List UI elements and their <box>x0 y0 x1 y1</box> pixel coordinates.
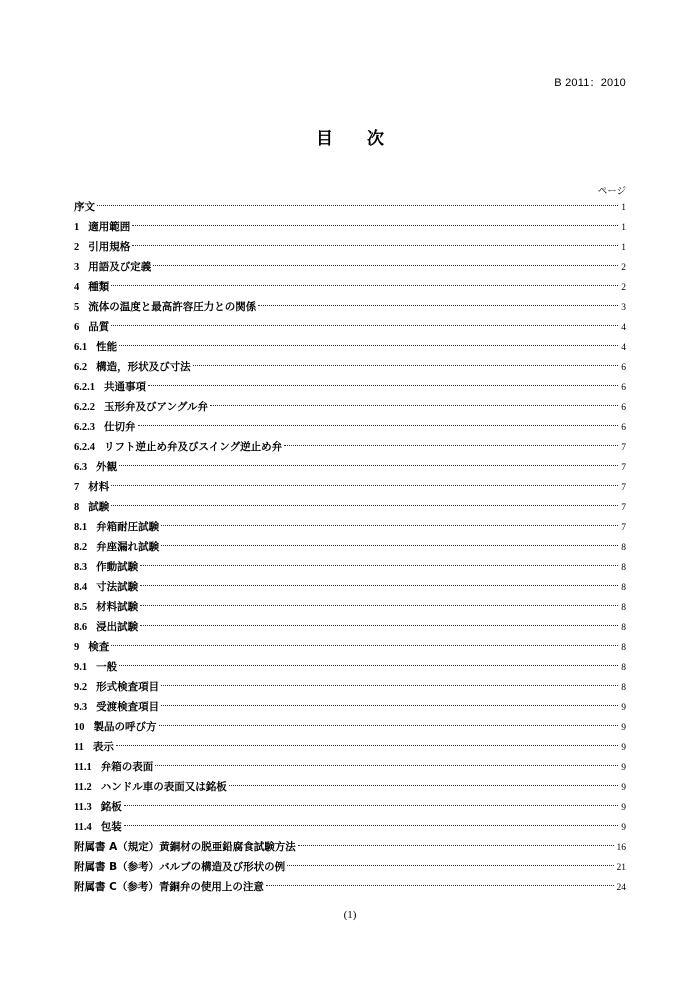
toc-entry[interactable] <box>74 397 626 417</box>
toc-entry[interactable] <box>74 717 626 737</box>
toc-entry-number: 6.2.1 <box>74 382 95 393</box>
toc-entry[interactable] <box>74 557 626 577</box>
dot-leader <box>161 525 618 526</box>
dot-leader <box>266 885 614 886</box>
toc-entry-label: 検査 <box>88 641 110 653</box>
dot-leader <box>140 585 618 586</box>
toc-entry-label: 弁箱の表面 <box>100 761 154 773</box>
toc-entry-label: リフト逆止め弁及びスイング逆止め弁 <box>104 441 283 453</box>
toc-entry[interactable] <box>74 477 626 497</box>
toc-entry-number: 8 <box>74 502 80 513</box>
dot-leader <box>119 665 618 666</box>
toc-entry[interactable] <box>74 857 626 877</box>
toc-entry-page: 1 <box>621 203 626 213</box>
toc-entry-number: 4 <box>74 282 80 293</box>
dot-leader <box>111 285 618 286</box>
toc-entry-page: 8 <box>621 683 626 693</box>
toc-entry-label: 附属書 A（規定）黄銅材の脱亜鉛腐食試験方法 <box>74 841 296 853</box>
toc-entry-page: 8 <box>621 543 626 553</box>
toc-entry-number: 11.3 <box>74 802 92 813</box>
toc-entry-page: 6 <box>621 423 626 433</box>
toc-entry[interactable] <box>74 317 626 337</box>
toc-entry-page: 9 <box>621 823 626 833</box>
document-code: B 2011：2010 <box>554 77 626 89</box>
toc-entry-label: 製品の呼び方 <box>93 721 157 733</box>
toc-entry-page: 9 <box>621 703 626 713</box>
toc-entry-number: 6.1 <box>74 342 88 353</box>
toc-entry-label: 表示 <box>92 741 114 753</box>
dot-leader <box>159 725 619 726</box>
toc-entry-number: 2 <box>74 242 80 253</box>
toc-entry-page: 4 <box>621 323 626 333</box>
toc-entry-page: 9 <box>621 763 626 773</box>
toc-entry-page: 7 <box>621 483 626 493</box>
toc-entry-number: 8.4 <box>74 582 88 593</box>
dot-leader <box>148 385 618 386</box>
toc-entry-page: 24 <box>616 883 626 893</box>
dot-leader <box>229 785 618 786</box>
toc-entry-label: 引用規格 <box>88 241 131 253</box>
toc-entry[interactable] <box>74 457 626 477</box>
toc-entry-label: 包装 <box>100 821 122 833</box>
dot-leader <box>153 265 618 266</box>
toc-entry[interactable] <box>74 537 626 557</box>
toc-entry-label: 銘板 <box>100 801 122 813</box>
dot-leader <box>155 765 618 766</box>
dot-leader <box>210 405 618 406</box>
toc-entry-label: 外観 <box>96 461 118 473</box>
dot-leader <box>132 225 618 226</box>
toc-entry[interactable] <box>74 337 626 357</box>
toc-entry-page: 9 <box>621 723 626 733</box>
toc-entry-page: 9 <box>621 803 626 813</box>
toc-entry-page: 8 <box>621 583 626 593</box>
toc-entry-page: 9 <box>621 743 626 753</box>
toc-entry-page: 7 <box>621 523 626 533</box>
toc-entry-label: 品質 <box>88 321 110 333</box>
toc-entry[interactable] <box>74 237 626 257</box>
dot-leader <box>119 345 618 346</box>
toc-entry-page: 2 <box>621 283 626 293</box>
dot-leader <box>140 605 618 606</box>
toc-entry-number: 3 <box>74 262 80 273</box>
toc-entry[interactable] <box>74 657 626 677</box>
toc-entry-number: 11.4 <box>74 822 92 833</box>
toc-entry[interactable] <box>74 377 626 397</box>
dot-leader <box>111 645 618 646</box>
toc-entry-page: 8 <box>621 563 626 573</box>
toc-entry[interactable] <box>74 817 626 837</box>
toc-entry-number: 6.3 <box>74 462 88 473</box>
dot-leader <box>284 445 618 446</box>
toc-entry-label: 構造，形状及び寸法 <box>96 361 191 373</box>
toc-entry[interactable] <box>74 357 626 377</box>
toc-entry-number: 5 <box>74 302 80 313</box>
toc-entry-label: 玉形弁及びアングル弁 <box>104 401 209 413</box>
toc-entry-label: 弁箱耐圧試験 <box>96 521 160 533</box>
toc-entry-label: 形式検査項目 <box>96 681 160 693</box>
toc-entry[interactable] <box>74 677 626 697</box>
table-of-contents <box>74 197 626 897</box>
toc-entry-page: 7 <box>621 443 626 453</box>
dot-leader <box>298 845 614 846</box>
toc-entry-number: 8.1 <box>74 522 88 533</box>
toc-entry-page: 6 <box>621 403 626 413</box>
dot-leader <box>111 485 618 486</box>
dot-leader <box>124 825 618 826</box>
toc-entry[interactable] <box>74 437 626 457</box>
toc-entry-label: 弁座漏れ試験 <box>96 541 160 553</box>
toc-entry-number: 9.2 <box>74 682 88 693</box>
toc-entry-number: 11.1 <box>74 762 92 773</box>
toc-entry[interactable] <box>74 497 626 517</box>
toc-entry-label: 試験 <box>88 501 110 513</box>
dot-leader <box>111 325 618 326</box>
dot-leader <box>119 465 618 466</box>
footer-page-number: (1) <box>343 909 357 921</box>
toc-entry-label: 序文 <box>74 201 95 213</box>
page-column-label: ページ <box>597 186 626 197</box>
toc-entry-page: 4 <box>621 343 626 353</box>
toc-entry[interactable] <box>74 737 626 757</box>
toc-entry[interactable] <box>74 617 626 637</box>
toc-entry-page: 9 <box>621 783 626 793</box>
toc-entry-label: 流体の温度と最高許容圧力との関係 <box>88 301 257 313</box>
toc-entry-label: 作動試験 <box>96 561 139 573</box>
toc-entry[interactable] <box>74 257 626 277</box>
toc-entry-page: 3 <box>621 303 626 313</box>
toc-entry[interactable] <box>74 277 626 297</box>
toc-entry-label: 仕切弁 <box>104 421 136 433</box>
toc-entry-label: 材料 <box>88 481 110 493</box>
toc-entry-number: 8.2 <box>74 542 88 553</box>
dot-leader <box>161 705 618 706</box>
toc-entry-label: 用語及び定義 <box>88 261 152 273</box>
toc-entry-number: 1 <box>74 222 80 233</box>
toc-entry-number: 8.6 <box>74 622 88 633</box>
toc-entry[interactable] <box>74 297 626 317</box>
toc-entry-page: 16 <box>616 843 626 853</box>
toc-entry-number: 10 <box>74 722 85 733</box>
toc-entry-page: 2 <box>621 263 626 273</box>
toc-entry-number: 9.1 <box>74 662 88 673</box>
toc-entry[interactable] <box>74 757 626 777</box>
dot-leader <box>116 745 618 746</box>
dot-leader <box>140 565 618 566</box>
dot-leader <box>138 425 619 426</box>
dot-leader <box>258 305 618 306</box>
toc-entry[interactable] <box>74 777 626 797</box>
toc-entry[interactable] <box>74 197 626 217</box>
toc-entry-page: 7 <box>621 503 626 513</box>
toc-entry-page: 1 <box>621 243 626 253</box>
toc-entry-number: 6 <box>74 322 80 333</box>
toc-entry-label: 附属書 B（参考）バルブの構造及び形状の例 <box>74 861 286 873</box>
toc-entry[interactable] <box>74 517 626 537</box>
toc-entry-label: 性能 <box>96 341 118 353</box>
toc-entry[interactable] <box>74 577 626 597</box>
toc-entry-page: 21 <box>616 863 626 873</box>
toc-entry-label: 受渡検査項目 <box>96 701 160 713</box>
toc-entry-label: 寸法試験 <box>96 581 139 593</box>
toc-entry-page: 7 <box>621 463 626 473</box>
toc-entry[interactable] <box>74 217 626 237</box>
toc-entry-number: 6.2 <box>74 362 88 373</box>
toc-entry[interactable] <box>74 877 626 897</box>
dot-leader <box>140 625 618 626</box>
toc-entry-page: 1 <box>621 223 626 233</box>
toc-entry-label: 共通事項 <box>104 381 146 393</box>
toc-entry-number: 8.3 <box>74 562 88 573</box>
toc-entry-label: 一般 <box>96 661 118 673</box>
toc-entry-number: 11.2 <box>74 782 92 793</box>
toc-entry[interactable] <box>74 797 626 817</box>
toc-entry-number: 11 <box>74 742 84 753</box>
toc-entry-number: 8.5 <box>74 602 88 613</box>
toc-entry-page: 8 <box>621 663 626 673</box>
page-title: 目 次 <box>316 129 398 149</box>
toc-entry[interactable] <box>74 597 626 617</box>
toc-entry-label: 材料試験 <box>96 601 139 613</box>
dot-leader <box>111 505 618 506</box>
toc-entry-number: 9 <box>74 642 80 653</box>
toc-entry-page: 8 <box>621 643 626 653</box>
toc-entry-page: 8 <box>621 623 626 633</box>
toc-entry-number: 6.2.2 <box>74 402 95 413</box>
toc-entry-number: 6.2.3 <box>74 422 95 433</box>
toc-entry-page: 6 <box>621 383 626 393</box>
toc-entry[interactable] <box>74 697 626 717</box>
toc-entry-label: 浸出試験 <box>96 621 139 633</box>
toc-entry-number: 6.2.4 <box>74 442 95 453</box>
dot-leader <box>161 545 618 546</box>
toc-entry-page: 8 <box>621 603 626 613</box>
toc-entry-label: ハンドル車の表面又は銘板 <box>100 781 227 793</box>
toc-entry[interactable] <box>74 417 626 437</box>
toc-entry-label: 適用範囲 <box>88 221 131 233</box>
toc-entry-page: 6 <box>621 363 626 373</box>
toc-entry[interactable] <box>74 637 626 657</box>
toc-entry-label: 種類 <box>88 281 110 293</box>
toc-entry-number: 9.3 <box>74 702 88 713</box>
dot-leader <box>132 245 618 246</box>
dot-leader <box>97 205 618 206</box>
dot-leader <box>193 365 619 366</box>
dot-leader <box>161 685 618 686</box>
toc-entry-number: 7 <box>74 482 80 493</box>
dot-leader <box>287 865 613 866</box>
toc-entry-label: 附属書 C（参考）青銅弁の使用上の注意 <box>74 881 264 893</box>
toc-entry[interactable] <box>74 837 626 857</box>
dot-leader <box>124 805 618 806</box>
